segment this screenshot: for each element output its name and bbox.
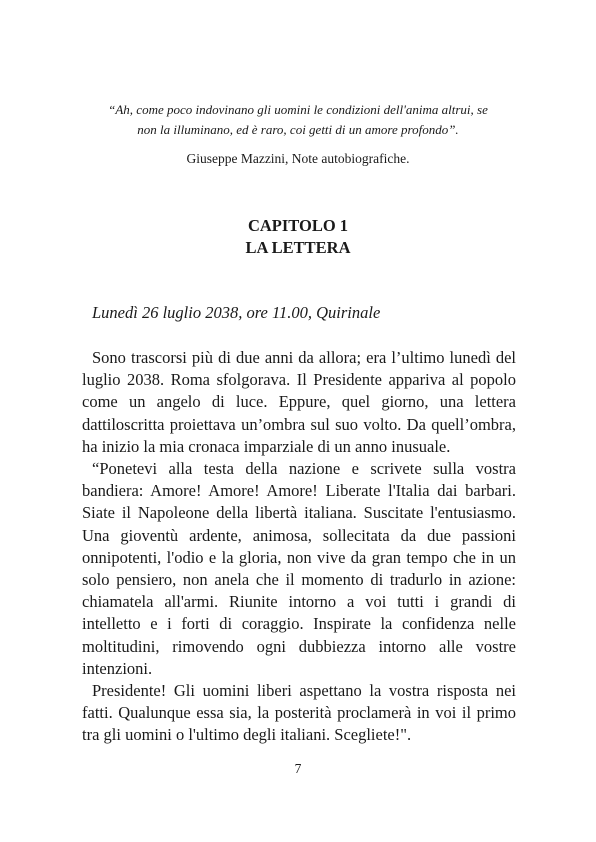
epigraph-line-2: non la illuminano, ed è raro, coi getti di un amore profondo”. bbox=[137, 122, 459, 137]
chapter-title: LA LETTERA bbox=[245, 238, 351, 257]
epigraph-attribution: Giuseppe Mazzini, Note autobiografiche. bbox=[186, 151, 410, 166]
body-text bbox=[82, 347, 516, 747]
paragraph-1: Sono trascorsi più di due anni da allora; era l’ultimo lunedì del luglio 2038. Roma sfolgorava. Il Presidente appariva al popolo come un angelo di luce. Eppure, quel giorno, una lettera dattiloscritta proiettava un’ombra sul suo volto. Da quell’ombra, ha inizio la mia cronaca imparziale di un anno inusuale. bbox=[82, 348, 516, 456]
paragraph-3: Presidente! Gli uomini liberi aspettano la vostra risposta nei fatti. Qualunque essa sia, la posterità proclamerà in voi il primo tra gli uomini o l'ultimo degli italiani. Scegliete!". bbox=[82, 681, 516, 745]
chapter-heading bbox=[80, 215, 516, 259]
section-dateline: Lunedì 26 luglio 2038, ore 11.00, Quirinale bbox=[92, 303, 381, 322]
epigraph-quote bbox=[80, 100, 516, 140]
chapter-number: CAPITOLO 1 bbox=[247, 216, 349, 235]
epigraph-line-1: “Ah, come poco indovinano gli uomini le condizioni dell'anima altrui, se bbox=[108, 102, 488, 117]
paragraph-2: “Ponetevi alla testa della nazione e scrivete sulla vostra bandiera: Amore! Amore! Amore! Liberate l'Italia dai barbari. Siate il Napoleone della libertà italiana. Suscitate l'entusiasmo. Una gioventù ardente, animosa, sollecitata da due passioni onnipotenti, l'odio e la gloria, non vive da gran tempo che in un solo pensiero, non anela che il momento di tradurlo in azione: chiamatela all'armi. Riunite intorno a voi tutti i grandi di intelletto e i forti di coraggio. Inspirate la confidenza nelle moltitudini, rimovendo ogni dubbiezza intorno alle vostre intenzioni. bbox=[82, 459, 516, 678]
page-number: 7 bbox=[294, 761, 302, 776]
